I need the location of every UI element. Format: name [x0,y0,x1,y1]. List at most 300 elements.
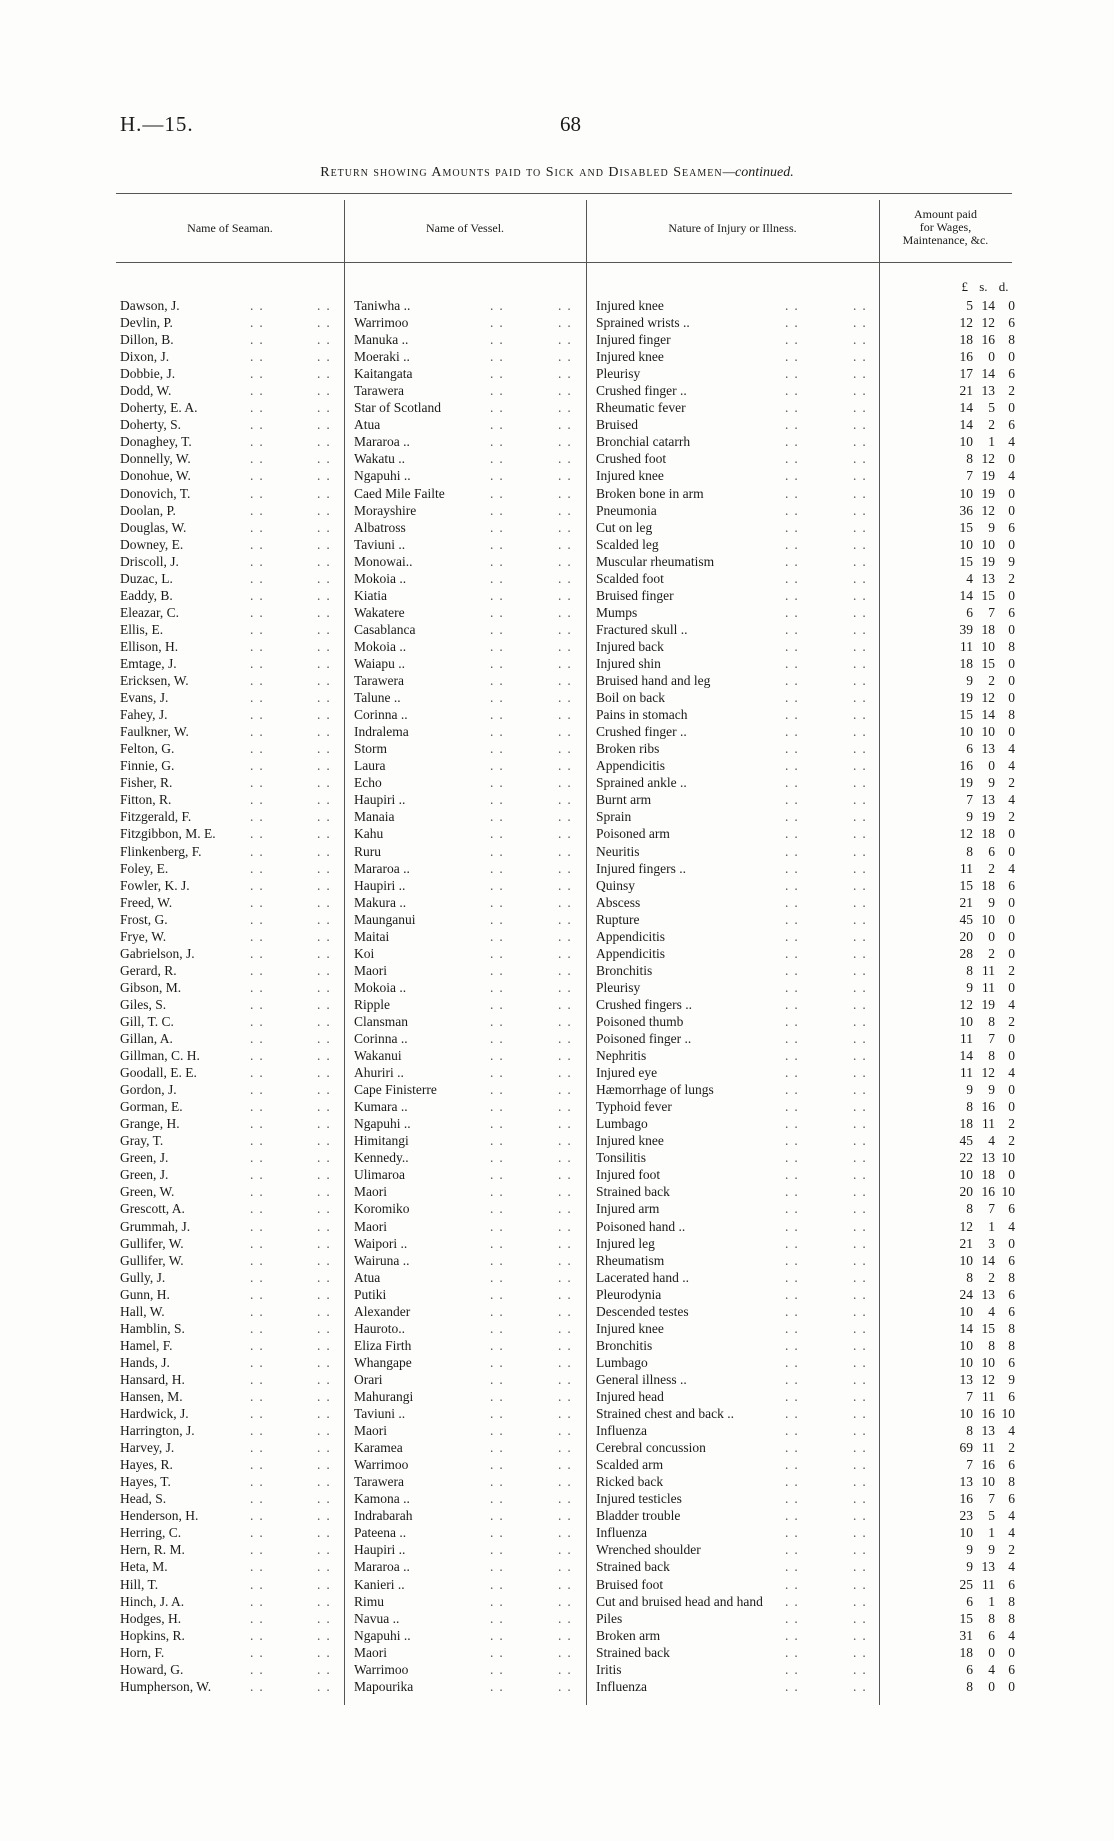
leader-dots: .. [250,349,269,365]
amount-pounds: 8 [966,451,973,467]
leader-dots: .. [785,468,804,484]
amount-pence: 0 [1008,979,1015,995]
injury-description: Typhoid fever [596,1099,672,1115]
leader-dots: .. [558,1576,577,1592]
leader-dots: .. [785,1593,804,1609]
leader-dots: .. [317,553,336,569]
leader-dots: .. [853,1474,872,1490]
leader-dots: .. [853,1099,872,1115]
vessel-name: Atua [354,417,381,433]
amount-pence: 6 [1008,1201,1015,1217]
table-row [0,553,1114,570]
leader-dots: .. [785,1320,804,1336]
seaman-name: Humpherson, W. [120,1678,212,1694]
vessel-name: Maori [354,962,387,978]
amount-paid [945,536,1015,553]
leader-dots: .. [317,570,336,586]
amount-pence: 0 [1008,349,1015,365]
vessel-name: Orari [354,1371,383,1387]
leader-dots: .. [853,1457,872,1473]
injury-description: Scalded leg [596,536,659,552]
amount-pounds: 10 [959,1406,973,1422]
amount-pounds: 9 [966,1542,973,1558]
leader-dots: .. [853,1389,872,1404]
amount-shillings: 10 [981,911,995,927]
amount-pence: 6 [1008,1354,1015,1370]
table-row [0,1558,1114,1575]
leader-dots: .. [250,860,269,876]
leader-dots: .. [853,570,872,586]
injury-description: Scalded arm [596,1457,664,1473]
leader-dots: .. [853,1116,872,1132]
injury-description: Bruised foot [596,1576,664,1592]
table-row [0,570,1114,587]
leader-dots: .. [317,690,336,706]
amount-pence: 4 [1008,996,1015,1012]
amount-pounds: 11 [960,1065,973,1081]
leader-dots: .. [785,485,804,501]
seaman-name: Grescott, A. [120,1201,185,1217]
seaman-name: Gray, T. [120,1133,164,1149]
vessel-name: Maitai [354,928,390,944]
table-row [0,808,1114,825]
amount-paid [945,297,1015,314]
leader-dots: .. [490,298,509,313]
leader-dots: .. [317,1235,336,1251]
amount-pounds: 11 [960,860,973,876]
leader-dots: .. [490,502,509,518]
amount-pence: 4 [1008,468,1015,484]
amount-paid [945,587,1015,604]
vessel-name: Maori [354,1423,387,1439]
leader-dots: .. [490,519,509,535]
leader-dots: .. [490,945,509,961]
leader-dots: .. [317,1525,336,1541]
injury-description: Injured arm [596,1201,660,1217]
leader-dots: .. [317,434,336,450]
leader-dots: .. [317,1508,336,1524]
injury-description: Crushed fingers .. [596,996,692,1012]
table-row [0,433,1114,450]
injury-description: Injured leg [596,1235,655,1251]
leader-dots: .. [250,843,269,859]
leader-dots: .. [785,315,804,331]
amount-shillings: 12 [981,1065,995,1081]
leader-dots: .. [490,792,509,808]
amount-paid [945,1064,1015,1081]
vessel-name: Kumara .. [354,1099,408,1115]
amount-pence: 6 [1008,1286,1015,1302]
leader-dots: .. [490,1627,509,1643]
amount-pounds: 15 [959,553,973,569]
amount-paid [945,1388,1015,1405]
amount-pounds: 24 [959,1286,973,1302]
amount-shillings: 0 [988,349,995,365]
seaman-name: Dodd, W. [120,383,172,399]
vessel-name: Maori [354,1184,387,1200]
leader-dots: .. [785,383,804,399]
injury-description: Injured head [596,1389,664,1404]
amount-pounds: 18 [959,332,973,348]
leader-dots: .. [558,1201,577,1217]
leader-dots: .. [490,1320,509,1336]
leader-dots: .. [558,1593,577,1609]
amount-shillings: 13 [981,1423,995,1439]
leader-dots: .. [558,1337,577,1353]
leader-dots: .. [250,1678,269,1694]
leader-dots: .. [490,417,509,433]
amount-pence: 0 [1008,894,1015,910]
vessel-name: Moeraki .. [354,349,410,365]
vessel-name: Koi [354,945,375,961]
leader-dots: .. [853,707,872,723]
amount-paid [945,860,1015,877]
leader-dots: .. [853,383,872,399]
amount-shillings: 2 [988,417,995,433]
leader-dots: .. [558,519,577,535]
leader-dots: .. [317,1593,336,1609]
page-reference: H.—15. [120,112,194,136]
table-row [0,1541,1114,1558]
leader-dots: .. [853,843,872,859]
leader-dots: .. [317,1031,336,1047]
seaman-name: Flinkenberg, F. [120,843,202,859]
injury-description: Injured knee [596,1133,664,1149]
injury-description: Cut and bruised head and hand [596,1593,763,1609]
leader-dots: .. [853,485,872,501]
injury-description: Injured shin [596,655,661,671]
table-row [0,672,1114,689]
seaman-name: Hodges, H. [120,1610,182,1626]
seaman-name: Gordon, J. [120,1082,177,1098]
amount-pounds: 18 [959,655,973,671]
amount-shillings: 19 [981,468,995,484]
injury-description: Pleurisy [596,366,641,382]
vessel-name: Warrimoo [354,1457,409,1473]
vessel-name: Mararoa .. [354,434,410,450]
leader-dots: .. [490,1423,509,1439]
amount-pounds: 23 [959,1508,973,1524]
amount-shillings: 10 [981,724,995,740]
table-row [0,382,1114,399]
amount-pence: 0 [1008,1644,1015,1660]
leader-dots: .. [250,655,269,671]
amount-shillings: 13 [981,1286,995,1302]
leader-dots: .. [317,1678,336,1694]
leader-dots: .. [785,1542,804,1558]
seaman-name: Hern, R. M. [120,1542,185,1558]
injury-description: Piles [596,1610,623,1626]
vessel-name: Ngapuhi .. [354,468,411,484]
amount-paid [945,757,1015,774]
table-row [0,1218,1114,1235]
leader-dots: .. [250,894,269,910]
amount-shillings: 12 [981,451,995,467]
leader-dots: .. [317,1354,336,1370]
leader-dots: .. [317,1218,336,1234]
vessel-name: Atua [354,1269,381,1285]
leader-dots: .. [785,928,804,944]
leader-dots: .. [853,1593,872,1609]
leader-dots: .. [490,1610,509,1626]
amount-header-line2: for Wages, [919,220,972,234]
leader-dots: .. [250,1593,269,1609]
seaman-name: Evans, J. [120,690,169,706]
amount-pence: 9 [1008,1371,1015,1387]
leader-dots: .. [853,724,872,740]
amount-pounds: 15 [959,707,973,723]
leader-dots: .. [853,673,872,689]
vessel-name: Wakatu .. [354,451,406,467]
injury-description: Bladder trouble [596,1508,681,1524]
leader-dots: .. [558,315,577,331]
leader-dots: .. [317,1133,336,1149]
injury-description: Broken ribs [596,741,660,757]
leader-dots: .. [317,724,336,740]
leader-dots: .. [490,366,509,382]
injury-description: Lacerated hand .. [596,1269,689,1285]
leader-dots: .. [785,1576,804,1592]
amount-pence: 8 [1008,638,1015,654]
leader-dots: .. [558,1065,577,1081]
leader-dots: .. [558,536,577,552]
table-row [0,843,1114,860]
leader-dots: .. [558,843,577,859]
leader-dots: .. [490,707,509,723]
amount-pounds: 8 [966,1423,973,1439]
amount-pounds: 12 [959,826,973,842]
leader-dots: .. [490,400,509,416]
amount-pounds: 19 [959,775,973,791]
amount-paid [945,450,1015,467]
leader-dots: .. [853,1303,872,1319]
leader-dots: .. [490,1542,509,1558]
leader-dots: .. [853,860,872,876]
seaman-name: Gillan, A. [120,1031,173,1047]
leader-dots: .. [250,502,269,518]
amount-paid [945,1354,1015,1371]
leader-dots: .. [853,519,872,535]
amount-paid [945,1627,1015,1644]
amount-paid [945,655,1015,672]
amount-pence: 6 [1008,519,1015,535]
amount-pence: 0 [1008,587,1015,603]
leader-dots: .. [558,1559,577,1575]
leader-dots: .. [317,1201,336,1217]
table-row [0,519,1114,536]
table-row [0,757,1114,774]
amount-pence: 0 [1008,1099,1015,1115]
leader-dots: .. [250,1201,269,1217]
leader-dots: .. [785,860,804,876]
amount-pence: 8 [1008,332,1015,348]
amount-paid [945,553,1015,570]
table-row [0,297,1114,314]
table-row [0,1490,1114,1507]
table-row [0,655,1114,672]
amount-pounds: 6 [966,1661,973,1677]
page-title [0,165,1114,181]
amount-pounds: 11 [960,1031,973,1047]
injury-description: Poisoned thumb [596,1013,684,1029]
leader-dots: .. [558,1116,577,1132]
vessel-name: Waiapu .. [354,655,406,671]
amount-shillings: 1 [988,1593,995,1609]
vessel-name: Star of Scotland [354,400,441,416]
amount-paid [945,519,1015,536]
amount-shillings: 8 [988,1337,995,1353]
column-header-seaman: Name of Seaman. [187,221,273,235]
table-row [0,689,1114,706]
column-header-amount [879,208,1012,247]
leader-dots: .. [490,468,509,484]
leader-dots: .. [785,621,804,637]
amount-shillings: 19 [981,553,995,569]
injury-description: Strained back [596,1184,670,1200]
leader-dots: .. [317,1320,336,1336]
leader-dots: .. [558,1371,577,1387]
table-row [0,450,1114,467]
amount-pounds: 9 [966,979,973,995]
amount-paid [945,1030,1015,1047]
amount-pence: 10 [1001,1184,1015,1200]
amount-shillings: 19 [981,996,995,1012]
injury-description: Pneumonia [596,502,657,518]
seaman-name: Douglas, W. [120,519,187,535]
amount-pence: 0 [1008,536,1015,552]
leader-dots: .. [558,1286,577,1302]
leader-dots: .. [490,1303,509,1319]
vessel-name: Tarawera [354,673,405,689]
seaman-name: Dixon, J. [120,349,170,365]
injury-description: Bronchial catarrh [596,434,691,450]
leader-dots: .. [558,400,577,416]
amount-shillings: 7 [988,1031,995,1047]
amount-pence: 6 [1008,366,1015,382]
leader-dots: .. [853,1661,872,1677]
injury-description: Bruised finger [596,587,674,603]
amount-pounds: 36 [959,502,973,518]
amount-pence: 6 [1008,1389,1015,1404]
leader-dots: .. [853,1354,872,1370]
leader-dots: .. [317,502,336,518]
leader-dots: .. [785,758,804,774]
leader-dots: .. [558,1099,577,1115]
leader-dots: .. [558,451,577,467]
leader-dots: .. [490,1286,509,1302]
leader-dots: .. [558,332,577,348]
amount-pounds: 10 [959,1525,973,1541]
amount-pence: 10 [1001,1406,1015,1422]
amount-pence: 2 [1008,809,1015,825]
amount-pence: 0 [1008,1678,1015,1694]
leader-dots: .. [317,1269,336,1285]
amount-pence: 0 [1008,843,1015,859]
seaman-name: Donnelly, W. [120,451,191,467]
leader-dots: .. [785,1031,804,1047]
vessel-name: Mararoa .. [354,1559,410,1575]
leader-dots: .. [250,1423,269,1439]
amount-pence: 4 [1008,792,1015,808]
leader-dots: .. [558,298,577,313]
leader-dots: .. [853,1218,872,1234]
leader-dots: .. [558,690,577,706]
leader-dots: .. [785,673,804,689]
amount-shillings: 15 [981,1320,995,1336]
seaman-name: Ericksen, W. [120,673,189,689]
injury-description: Appendicitis [596,928,665,944]
table-row [0,1166,1114,1183]
amount-paid [945,962,1015,979]
injury-description: Boil on back [596,690,665,706]
leader-dots: .. [250,1661,269,1677]
seaman-name: Grummah, J. [120,1218,191,1234]
vessel-name: Ripple [354,996,390,1012]
leader-dots: .. [490,928,509,944]
vessel-name: Mararoa .. [354,860,410,876]
amount-shillings: 13 [981,1150,995,1166]
leader-dots: .. [853,587,872,603]
seaman-name: Foley, E. [120,860,169,876]
leader-dots: .. [785,809,804,825]
leader-dots: .. [785,792,804,808]
leader-dots: .. [317,741,336,757]
amount-pounds: 8 [966,1099,973,1115]
vessel-name: Clansman [354,1013,408,1029]
leader-dots: .. [558,1440,577,1456]
leader-dots: .. [317,400,336,416]
amount-pounds: 28 [959,945,973,961]
leader-dots: .. [785,1354,804,1370]
amount-pounds: 22 [959,1150,973,1166]
leader-dots: .. [250,962,269,978]
amount-paid [945,877,1015,894]
leader-dots: .. [317,1389,336,1404]
vessel-name: Corinna .. [354,1031,408,1047]
injury-description: Ricked back [596,1474,664,1490]
leader-dots: .. [558,1048,577,1064]
leader-dots: .. [853,690,872,706]
leader-dots: .. [250,1116,269,1132]
amount-shillings: 15 [981,655,995,671]
leader-dots: .. [250,1440,269,1456]
leader-dots: .. [853,809,872,825]
vessel-name: Kahu [354,826,384,842]
amount-pounds: 10 [959,485,973,501]
leader-dots: .. [853,996,872,1012]
leader-dots: .. [490,1099,509,1115]
table-row [0,1593,1114,1610]
amount-pounds: 9 [966,1082,973,1098]
leader-dots: .. [490,1065,509,1081]
leader-dots: .. [250,1354,269,1370]
vessel-name: Echo [354,775,382,791]
leader-dots: .. [317,1252,336,1268]
injury-description: Pleurisy [596,979,641,995]
leader-dots: .. [785,349,804,365]
leader-dots: .. [490,1235,509,1251]
leader-dots: .. [250,621,269,637]
vessel-name: Taniwha .. [354,298,411,313]
leader-dots: .. [785,894,804,910]
leader-dots: .. [558,945,577,961]
leader-dots: .. [558,962,577,978]
injury-description: Injured foot [596,1167,661,1183]
injury-description: Neuritis [596,843,640,859]
leader-dots: .. [853,621,872,637]
amount-pounds: 21 [959,1235,973,1251]
leader-dots: .. [490,536,509,552]
